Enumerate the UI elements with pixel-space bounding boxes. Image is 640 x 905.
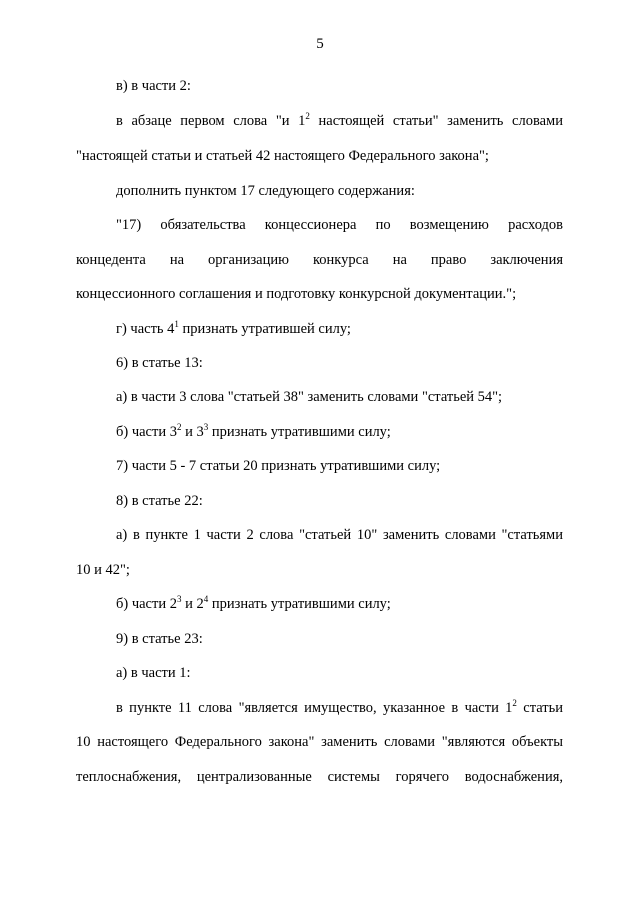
text-line-abzac-continuation: "настоящей статьи и статьей 42 настоящего Федерального закона"; xyxy=(76,148,489,164)
text-line-point-17: "17) обязательства концессионера по возмещению расходов xyxy=(116,217,563,233)
text-line-b-parts-3 xyxy=(116,423,391,441)
text-line-point-11-cont-2: теплоснабжения, централизованные системы горячего водоснабжения, xyxy=(76,769,563,785)
text-segment: статьи xyxy=(516,700,563,716)
superscript: 3 xyxy=(203,422,209,432)
text-segment: г) часть 4 xyxy=(116,321,175,337)
text-line-item-8: 8) в статье 22: xyxy=(116,493,203,509)
text-line-add-point-17: дополнить пунктом 17 следующего содержания: xyxy=(116,183,415,199)
superscript: 2 xyxy=(305,111,310,121)
text-line-point-11 xyxy=(116,699,563,717)
page-number: 5 xyxy=(316,36,324,52)
text-segment: в абзаце первом слова "и 1 xyxy=(116,113,306,129)
text-line-point-11-cont-1: 10 настоящего Федерального закона" заменить словами "являются объекты xyxy=(76,734,563,750)
text-line-point-17-cont-1: концедента на организацию конкурса на право заключения xyxy=(76,252,563,268)
superscript: 2 xyxy=(512,698,517,708)
text-segment: и 2 xyxy=(181,596,204,612)
text-line-b-parts-2 xyxy=(116,595,391,613)
text-segment: признать утратившими силу; xyxy=(208,424,391,440)
text-line-point-17-cont-2: концессионного соглашения и подготовку конкурсной документации."; xyxy=(76,286,517,302)
text-segment: и 3 xyxy=(181,424,204,440)
text-segment: настоящей статьи" заменить словами xyxy=(309,113,563,129)
text-line-g-part-4-1 xyxy=(116,320,351,338)
superscript: 2 xyxy=(176,422,182,432)
text-line-a-part-1: а) в части 1: xyxy=(116,665,191,681)
text-line-a-point-1-cont: 10 и 42"; xyxy=(76,562,130,578)
text-line-item-9: 9) в статье 23: xyxy=(116,631,203,647)
text-line-item-7: 7) части 5 - 7 статьи 20 признать утратившими силу; xyxy=(116,458,441,474)
text-segment: в пункте 11 слова "является имущество, указанное в части 1 xyxy=(116,700,513,716)
text-line-a-point-1: а) в пункте 1 части 2 слова "статьей 10" заменить словами "статьями xyxy=(116,527,563,543)
superscript: 1 xyxy=(174,319,179,329)
text-line-abzac-first xyxy=(116,112,563,130)
text-segment: признать утратившими силу; xyxy=(208,596,391,612)
text-line-item-6: 6) в статье 13: xyxy=(116,355,203,371)
text-line-v-part-2: в) в части 2: xyxy=(116,78,191,94)
text-segment: б) части 3 xyxy=(116,424,177,440)
text-line-a-part-3: а) в части 3 слова "статьей 38" заменить словами "статьей 54"; xyxy=(116,389,503,405)
text-segment: признать утратившей силу; xyxy=(178,321,351,337)
superscript: 4 xyxy=(203,594,209,604)
text-segment: б) части 2 xyxy=(116,596,177,612)
superscript: 3 xyxy=(176,594,182,604)
